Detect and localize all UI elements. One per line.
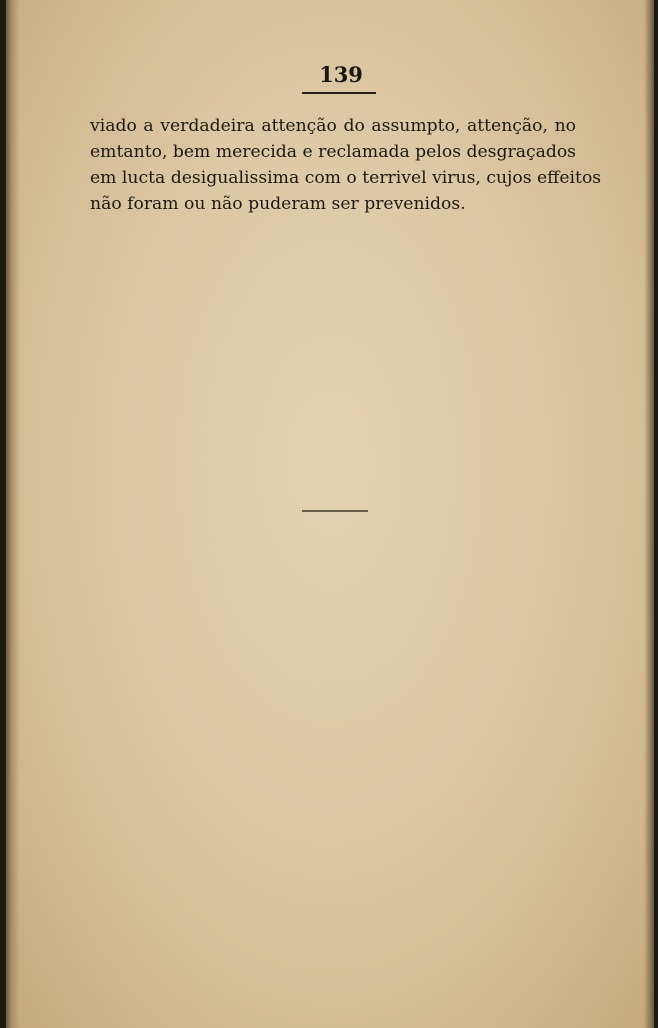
body-paragraph — [90, 113, 602, 217]
text-line: emtanto, bem merecida e reclamada pelos desgraçados — [90, 142, 576, 162]
page-number: 139 — [319, 62, 363, 87]
text-line: em lucta desigualissima com o terrivel virus, cujos effeitos — [90, 168, 602, 188]
bleed-through-rule — [302, 510, 368, 512]
page-number-rule — [302, 92, 376, 94]
book-page — [6, 0, 654, 1028]
text-line: viado a verdadeira attenção do assumpto, attenção, no — [90, 116, 576, 136]
text-line: não foram ou não puderam ser prevenidos. — [90, 194, 466, 214]
